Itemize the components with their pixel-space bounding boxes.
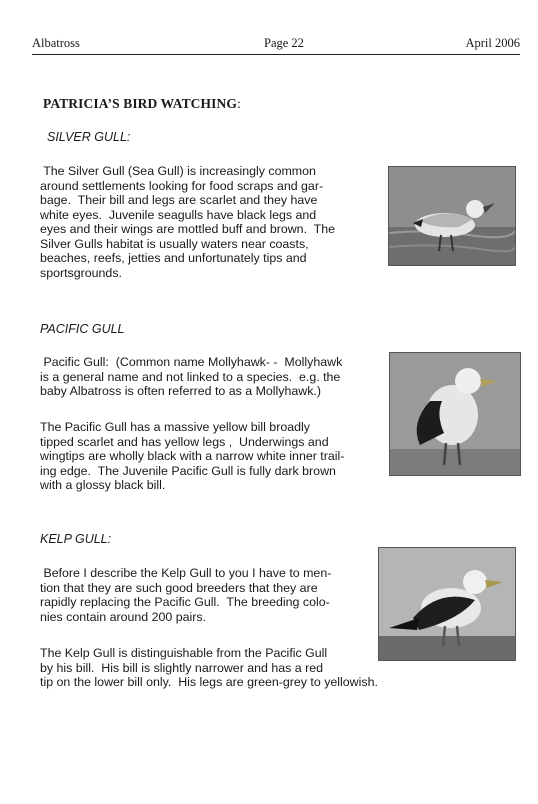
page-header — [32, 36, 520, 55]
article-title-colon: : — [236, 96, 241, 111]
section-heading-pacific-gull: PACIFIC GULL — [40, 322, 125, 336]
paragraph-pacific-gull-intro: Pacific Gull: (Common name Mollyhawk- - Mollyhawk is a general name and not linked to a species. e.g. the baby Albatross is often referred to as a Mollyhawk.) — [40, 355, 343, 398]
paragraph-kelp-gull-description: The Kelp Gull is distinguishable from the Pacific Gull by his bill. His bill is slightly narrower and has a red tip on the lower bill only. His legs are green-grey to yellowish. — [40, 646, 378, 689]
section-heading-kelp-gull: KELP GULL: — [40, 532, 112, 546]
header-page-number: Page 22 — [264, 36, 304, 50]
article-title — [43, 96, 241, 112]
paragraph-silver-gull: The Silver Gull (Sea Gull) is increasingly common around settlements looking for food scraps and gar- bage. Their bill and legs are scarlet and they have white eyes. Juvenile seagulls have black legs and eyes and their wings are mottled buff and brown. The Silver Gulls habitat is usually waters near coasts, beaches, reefs, jetties and unfortunately tips and sportsgrounds. — [40, 164, 336, 280]
silver-gull-photo — [388, 166, 516, 266]
paragraph-kelp-gull-intro: Before I describe the Kelp Gull to you I have to men- tion that they are such good breeders that they are rapidly replacing the Pacific Gull. The breeding colo- nies contain around 200 pairs. — [40, 566, 332, 624]
header-publication: Albatross — [32, 36, 80, 50]
header-date: April 2006 — [465, 36, 520, 50]
paragraph-pacific-gull-description: The Pacific Gull has a massive yellow bill broadly tipped scarlet and has yellow legs , Underwings and wingtips are wholly black with a narrow white inner trail- ing edge. The Juvenile Pacific Gull is fully dark brown with a glossy black bill. — [40, 420, 345, 492]
kelp-gull-photo — [378, 547, 516, 661]
pacific-gull-photo — [389, 352, 521, 476]
article-title-text: PATRICIA’S BIRD WATCHING — [43, 96, 237, 111]
section-heading-silver-gull: SILVER GULL: — [47, 130, 131, 144]
